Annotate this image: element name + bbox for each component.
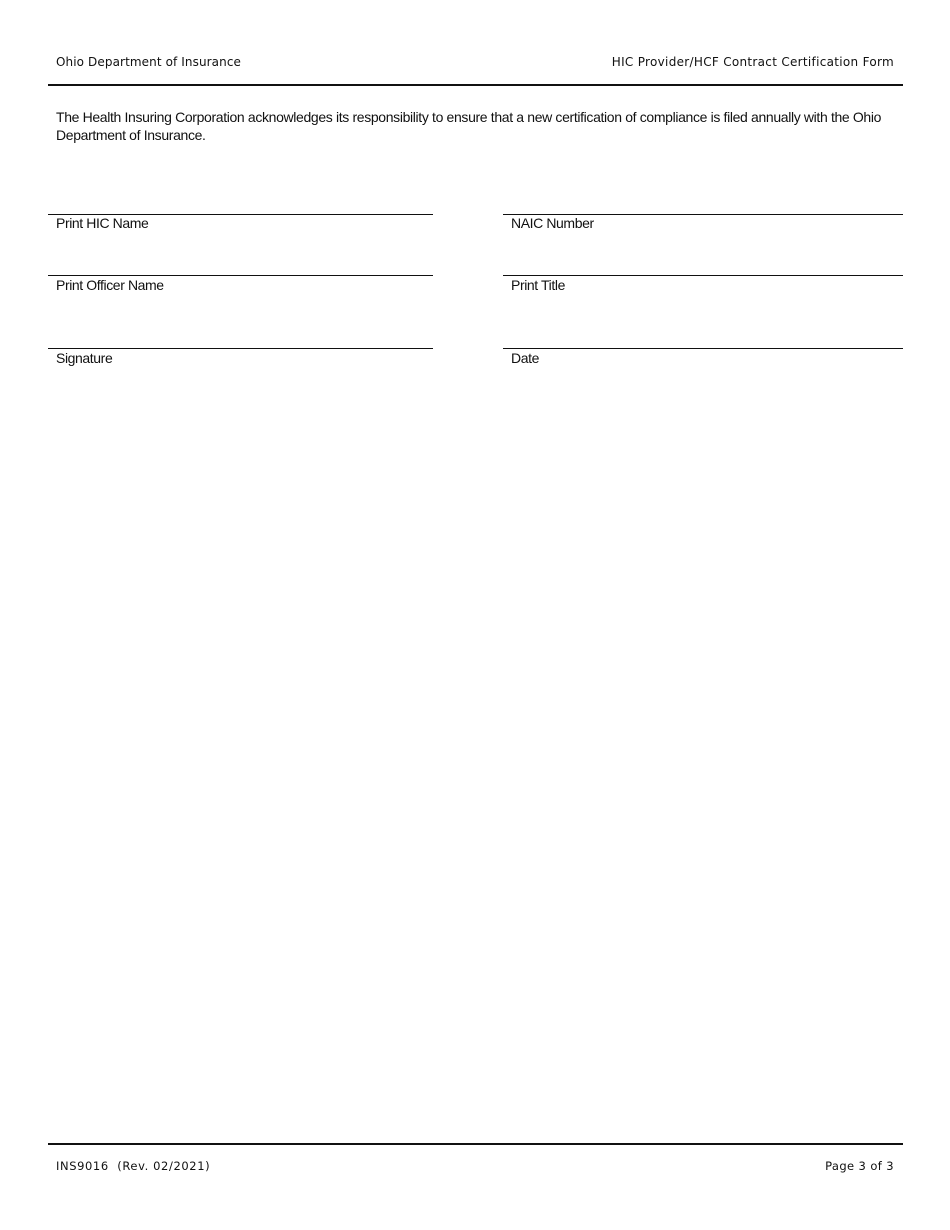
date-label: Date (511, 350, 539, 366)
acknowledgement-paragraph: The Health Insuring Corporation acknowledges its responsibility to ensure that a new certification of compliance is filed annually with the Ohio Department of Insurance. (56, 109, 882, 143)
footer-divider (48, 1143, 903, 1145)
hic-name-field[interactable] (48, 214, 433, 231)
naic-number-label: NAIC Number (511, 215, 594, 231)
naic-number-field[interactable] (503, 214, 903, 231)
hic-name-label: Print HIC Name (56, 215, 149, 231)
header-form-title: HIC Provider/HCF Contract Certification Form (611, 55, 894, 69)
form-revision-id: INS9016 (Rev. 02/2021) (56, 1159, 211, 1173)
title-field[interactable] (503, 275, 903, 293)
officer-name-label: Print Officer Name (56, 277, 164, 293)
signature-field[interactable] (48, 348, 433, 366)
officer-name-field[interactable] (48, 275, 433, 293)
page-number: Page 3 of 3 (825, 1159, 894, 1173)
header-agency-name: Ohio Department of Insurance (56, 55, 242, 69)
header-divider (48, 84, 903, 86)
date-field[interactable] (503, 348, 903, 366)
signature-label: Signature (56, 350, 113, 366)
title-label: Print Title (511, 277, 565, 293)
